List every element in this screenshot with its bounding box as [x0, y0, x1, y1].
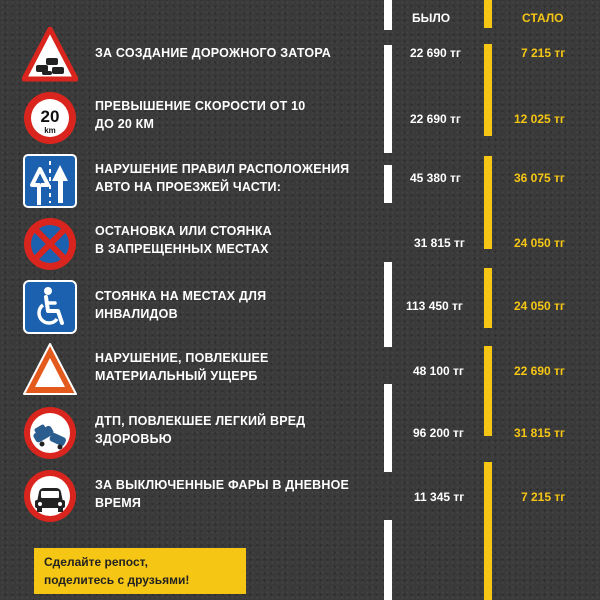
fine-description-line1: ЗА ВЫКЛЮЧЕННЫЕ ФАРЫ В ДНЕВНОЕ	[95, 478, 350, 492]
fine-now-value: 7 215 тг	[521, 46, 566, 60]
fine-now-value: 7 215 тг	[521, 490, 566, 504]
repost-banner	[34, 548, 246, 594]
fine-row-material-damage	[0, 342, 600, 402]
fine-was-value: 22 690 тг	[410, 112, 461, 126]
fine-description-line2: ЗДОРОВЬЮ	[95, 432, 172, 446]
fine-description	[95, 160, 375, 196]
lane-direction-icon	[22, 153, 78, 209]
fine-description	[95, 222, 375, 258]
fine-description-line2: ДО 20 КМ	[95, 117, 155, 131]
repost-line1: Сделайте репост,	[44, 555, 148, 569]
fine-description-line1: СТОЯНКА НА МЕСТАХ ДЛЯ	[95, 289, 267, 303]
fine-row-accident	[0, 405, 600, 465]
fine-row-traffic-jam	[0, 27, 600, 87]
disabled-parking-icon	[22, 279, 78, 335]
fine-now-value: 24 050 тг	[514, 299, 565, 313]
fine-description-line2: ВРЕМЯ	[95, 496, 142, 510]
fine-description-line1: НАРУШЕНИЕ, ПОВЛЕКШЕЕ	[95, 351, 269, 365]
fine-description	[95, 349, 375, 385]
fine-now-value: 22 690 тг	[514, 364, 565, 378]
fine-row-headlights	[0, 468, 600, 528]
fine-now-value: 24 050 тг	[514, 236, 565, 250]
warning-triangle-icon	[22, 342, 78, 398]
fine-description-line1: НАРУШЕНИЕ ПРАВИЛ РАСПОЛОЖЕНИЯ	[95, 162, 350, 176]
fine-row-lane-position	[0, 153, 600, 213]
fine-description	[95, 97, 375, 133]
white-road-marking	[384, 520, 392, 600]
fine-was-value: 113 450 тг	[406, 299, 463, 313]
repost-line2: поделитесь с друзьями!	[44, 573, 190, 587]
fine-description-line2: ИНВАЛИДОВ	[95, 307, 178, 321]
fine-was-value: 45 380 тг	[410, 171, 461, 185]
fine-description	[95, 287, 375, 323]
fine-description-line1: ДТП, ПОВЛЕКШЕЕ ЛЕГКИЙ ВРЕД	[95, 414, 306, 428]
car-accident-icon	[22, 405, 78, 461]
speed-sign-unit: km	[44, 126, 56, 135]
column-header-now: СТАЛО	[522, 11, 564, 25]
column-header-was: БЫЛО	[412, 11, 451, 25]
traffic-jam-warning-icon	[22, 27, 78, 83]
fine-row-speeding	[0, 90, 600, 150]
white-road-marking	[384, 0, 392, 30]
speed-limit-20-icon	[22, 90, 78, 146]
fine-description	[95, 476, 375, 512]
yellow-road-marking	[484, 0, 492, 28]
no-stopping-icon	[22, 216, 78, 272]
fine-description	[95, 412, 375, 448]
headlights-car-icon	[22, 468, 78, 524]
fine-description-line2: АВТО НА ПРОЕЗЖЕЙ ЧАСТИ:	[95, 180, 282, 194]
fine-was-value: 31 815 тг	[414, 236, 465, 250]
fine-row-disabled-parking	[0, 279, 600, 339]
fine-was-value: 96 200 тг	[413, 426, 464, 440]
fine-now-value: 36 075 тг	[514, 171, 565, 185]
fine-was-value: 11 345 тг	[414, 490, 465, 504]
fine-description-line2: В ЗАПРЕЩЕННЫХ МЕСТАХ	[95, 242, 269, 256]
fine-description: ЗА СОЗДАНИЕ ДОРОЖНОГО ЗАТОРА	[95, 46, 332, 60]
fine-description-line1: ОСТАНОВКА ИЛИ СТОЯНКА	[95, 224, 272, 238]
speed-sign-number: 20	[40, 107, 60, 126]
fine-was-value: 48 100 тг	[413, 364, 464, 378]
fine-now-value: 31 815 тг	[514, 426, 565, 440]
fine-was-value: 22 690 тг	[410, 46, 461, 60]
fine-description-line2: МАТЕРИАЛЬНЫЙ УЩЕРБ	[95, 369, 258, 383]
fine-description-line1: ПРЕВЫШЕНИЕ СКОРОСТИ ОТ 10	[95, 99, 306, 113]
fine-now-value: 12 025 тг	[514, 112, 565, 126]
fine-row-no-stopping	[0, 216, 600, 276]
